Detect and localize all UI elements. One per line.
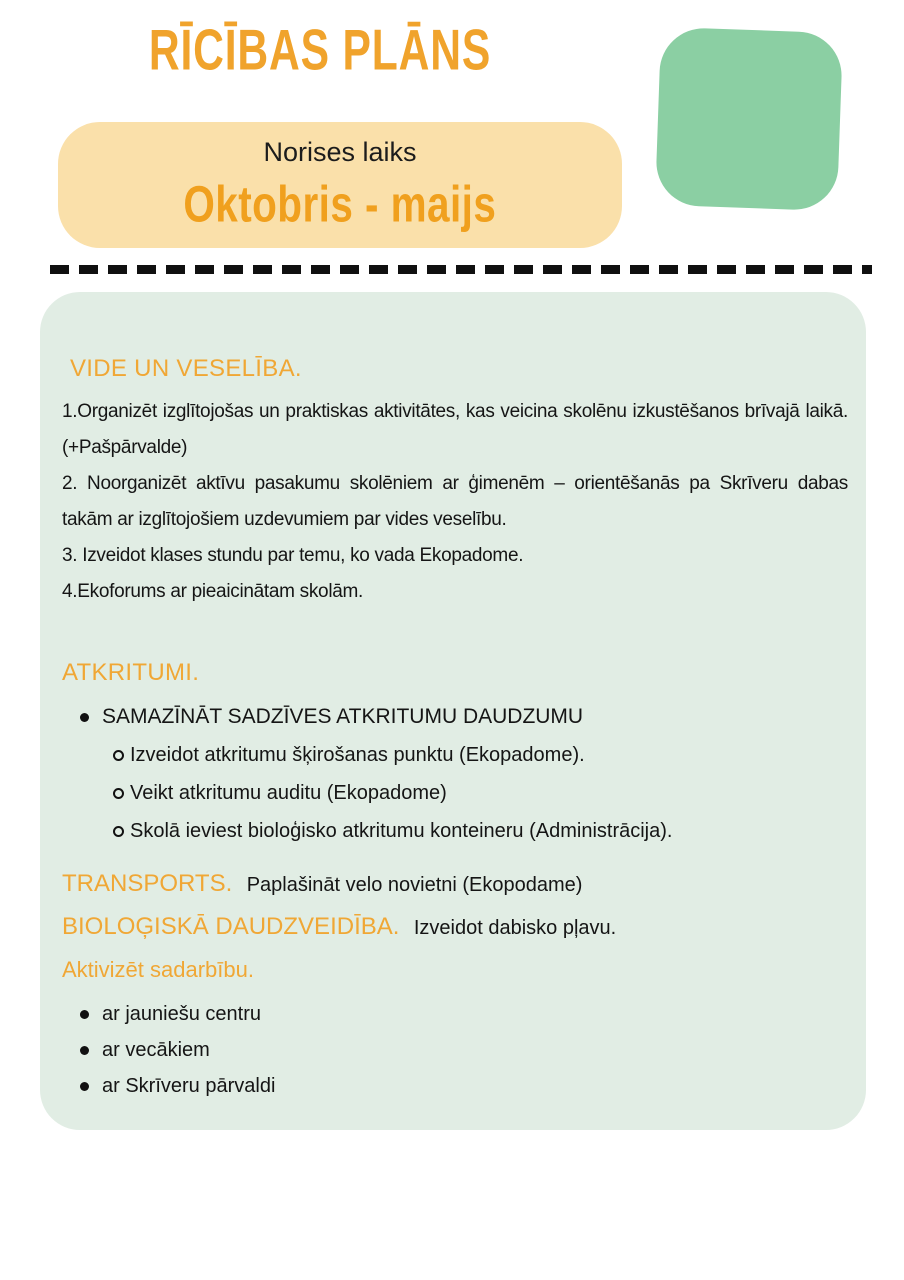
list-item: Skolā ieviest bioloģisko atkritumu konteineru (Administrācija). bbox=[62, 812, 848, 850]
plan-item-3: 3. Izveidot klases stundu par temu, ko vada Ekopadome. bbox=[62, 545, 524, 566]
list-item: ar jauniešu centru bbox=[62, 996, 848, 1032]
plan-item-2: 2. Noorganizēt aktīvu pasakumu skolēniem ar ģimenēm – orientēšanās pa Skrīveru dabas takām ar izglītojošiem uzdevumiem par vides veselību. bbox=[62, 473, 848, 530]
time-box bbox=[58, 122, 622, 248]
list-item: Veikt atkritumu auditu (Ekopadome) bbox=[62, 774, 848, 812]
plan-item-1: 1.Organizēt izglītojošas un praktiskas aktivitātes, kas veicina skolēnu izkustēšanos brīvajā laikā. (+Pašpārvalde) bbox=[62, 401, 848, 458]
biologiska-row bbox=[62, 907, 848, 950]
time-box-value: Oktobris - maijs bbox=[183, 175, 497, 233]
transports-row bbox=[62, 864, 848, 907]
spacer bbox=[62, 850, 848, 864]
atkritumi-list bbox=[62, 698, 848, 850]
section-heading-transports: TRANSPORTS. bbox=[62, 870, 233, 897]
plan-panel bbox=[40, 292, 866, 1130]
list-item: ar vecākiem bbox=[62, 1032, 848, 1068]
decorative-green-square bbox=[655, 27, 843, 211]
transports-text: Paplašināt velo novietni (Ekopodame) bbox=[246, 874, 583, 896]
biologiska-text: Izveidot dabisko pļavu. bbox=[413, 917, 617, 939]
list-item: SAMAZĪNĀT SADZĪVES ATKRITUMU DAUDZUMU bbox=[62, 698, 848, 736]
dashed-divider bbox=[50, 265, 872, 274]
list-item: ar Skrīveru pārvaldi bbox=[62, 1068, 848, 1104]
plan-item-4: 4.Ekoforums ar pieaicinātam skolām. bbox=[62, 581, 364, 602]
spacer bbox=[62, 610, 848, 658]
section-heading-atkritumi: ATKRITUMI. bbox=[62, 659, 200, 686]
time-box-label: Norises laiks bbox=[263, 137, 417, 167]
section-heading-biologiska-daudzveidiba: BIOLOĢISKĀ DAUDZVEIDĪBA. bbox=[62, 913, 400, 940]
sadarbiba-list bbox=[62, 996, 848, 1104]
page-title: RĪCĪBAS PLĀNS bbox=[148, 19, 492, 83]
section-heading-aktivizet-sadarbibu: Aktivizēt sadarbību. bbox=[62, 957, 254, 982]
list-item: Izveidot atkritumu šķirošanas punktu (Ekopadome). bbox=[62, 736, 848, 774]
section-heading-vide-un-veseliba: VIDE UN VESELĪBA. bbox=[70, 355, 302, 382]
